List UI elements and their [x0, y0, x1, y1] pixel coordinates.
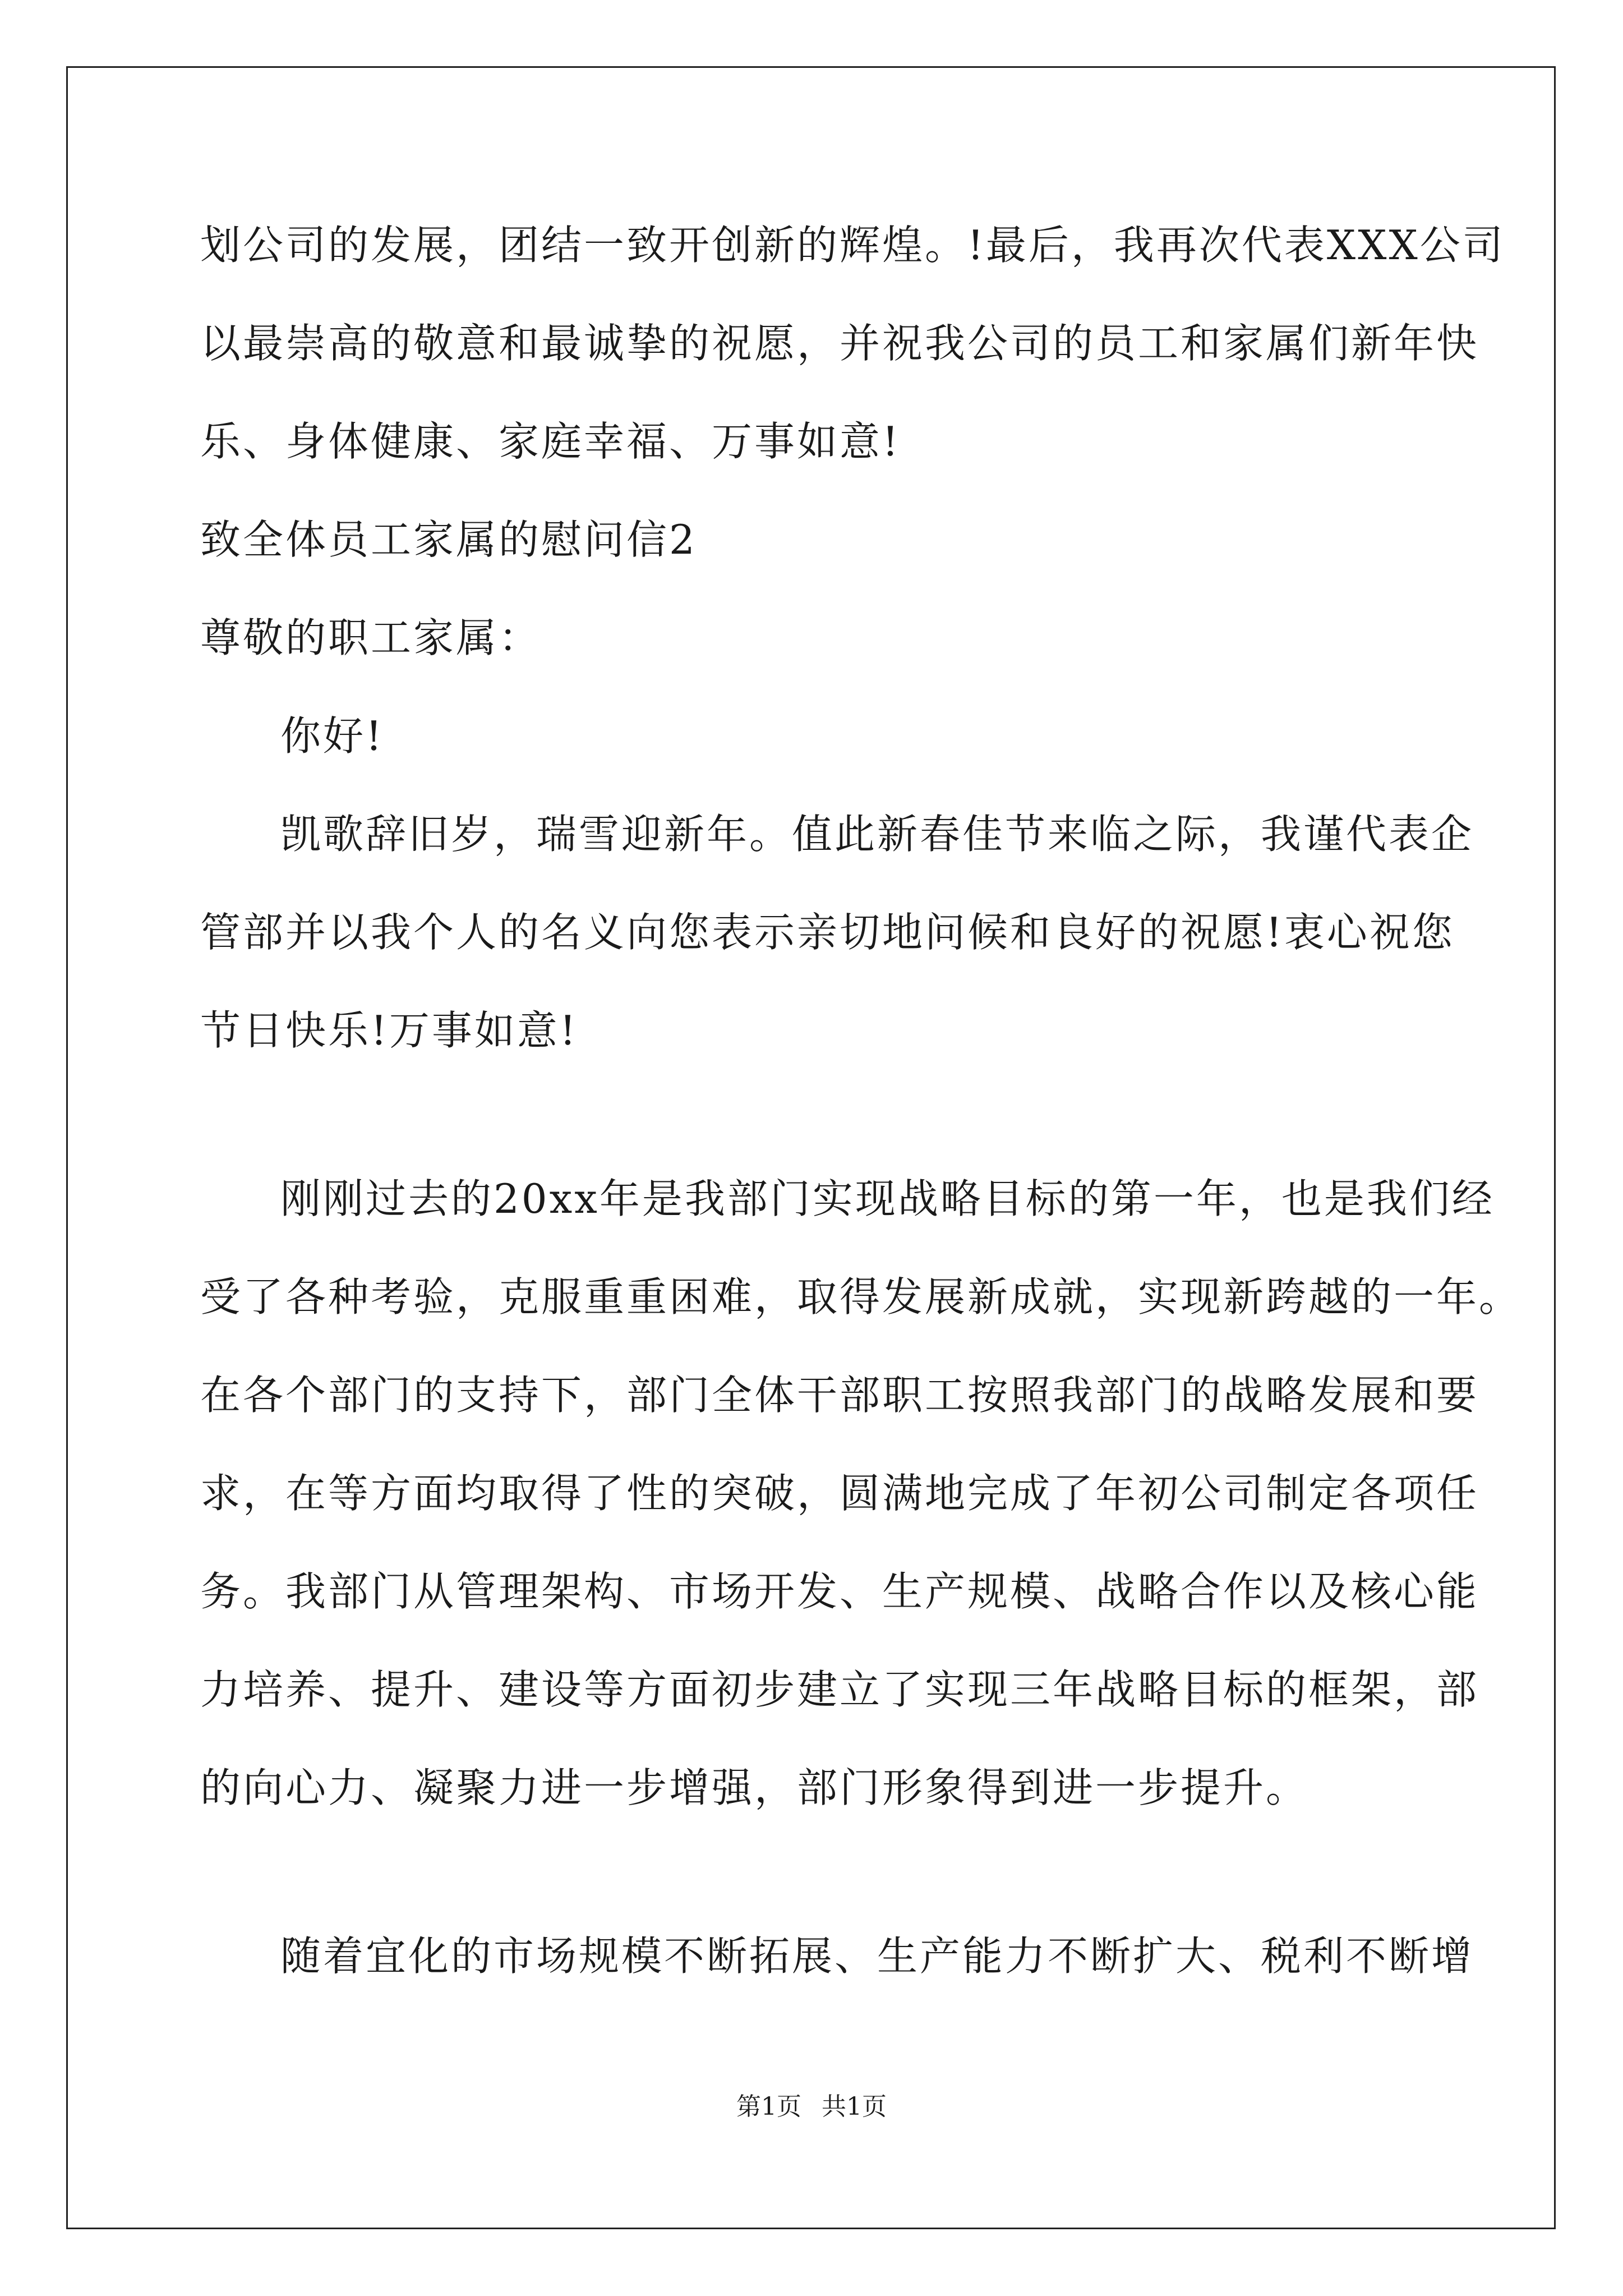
text-line: 力培养、提升、建设等方面初步建立了实现三年战略目标的框架，部 — [200, 1666, 1479, 1713]
text-line: 受了各种考验，克服重重困难，取得发展新成就，实现新跨越的一年。 — [200, 1273, 1522, 1320]
text-line: 随着宜化的市场规模不断拓展、生产能力不断扩大、税利不断增 — [280, 1932, 1474, 1980]
page-current: 第1页 — [736, 2092, 801, 2121]
page-border — [66, 66, 1556, 2229]
salutation: 尊敬的职工家属： — [200, 614, 542, 661]
greeting: 你好! — [280, 712, 384, 760]
text-line: 乐、身体健康、家庭幸福、万事如意! — [200, 418, 901, 465]
page-footer — [0, 2091, 1623, 2123]
text-line: 的向心力、凝聚力进一步增强，部门形象得到进一步提升。 — [200, 1764, 1309, 1811]
section-title: 致全体员工家属的慰问信2 — [200, 516, 697, 563]
text-line: 节日快乐!万事如意! — [200, 1007, 578, 1054]
text-line: 以最崇高的敬意和最诚挚的祝愿，并祝我公司的员工和家属们新年快 — [200, 320, 1479, 367]
text-line: 刚刚过去的20xx年是我部门实现战略目标的第一年，也是我们经 — [280, 1175, 1495, 1222]
text-line: 凯歌辞旧岁，瑞雪迎新年。值此新春佳节来临之际，我谨代表企 — [280, 811, 1474, 858]
text-line: 管部并以我个人的名义向您表示亲切地问候和良好的祝愿!衷心祝您 — [200, 909, 1455, 956]
text-line: 求，在等方面均取得了性的突破，圆满地完成了年初公司制定各项任 — [200, 1470, 1479, 1517]
text-line: 在各个部门的支持下，部门全体干部职工按照我部门的战略发展和要 — [200, 1372, 1479, 1419]
page-total: 共1页 — [822, 2092, 887, 2121]
text-line: 务。我部门从管理架构、市场开发、生产规模、战略合作以及核心能 — [200, 1568, 1479, 1615]
text-line: 划公司的发展，团结一致开创新的辉煌。!最后，我再次代表XXX公司 — [200, 222, 1505, 269]
